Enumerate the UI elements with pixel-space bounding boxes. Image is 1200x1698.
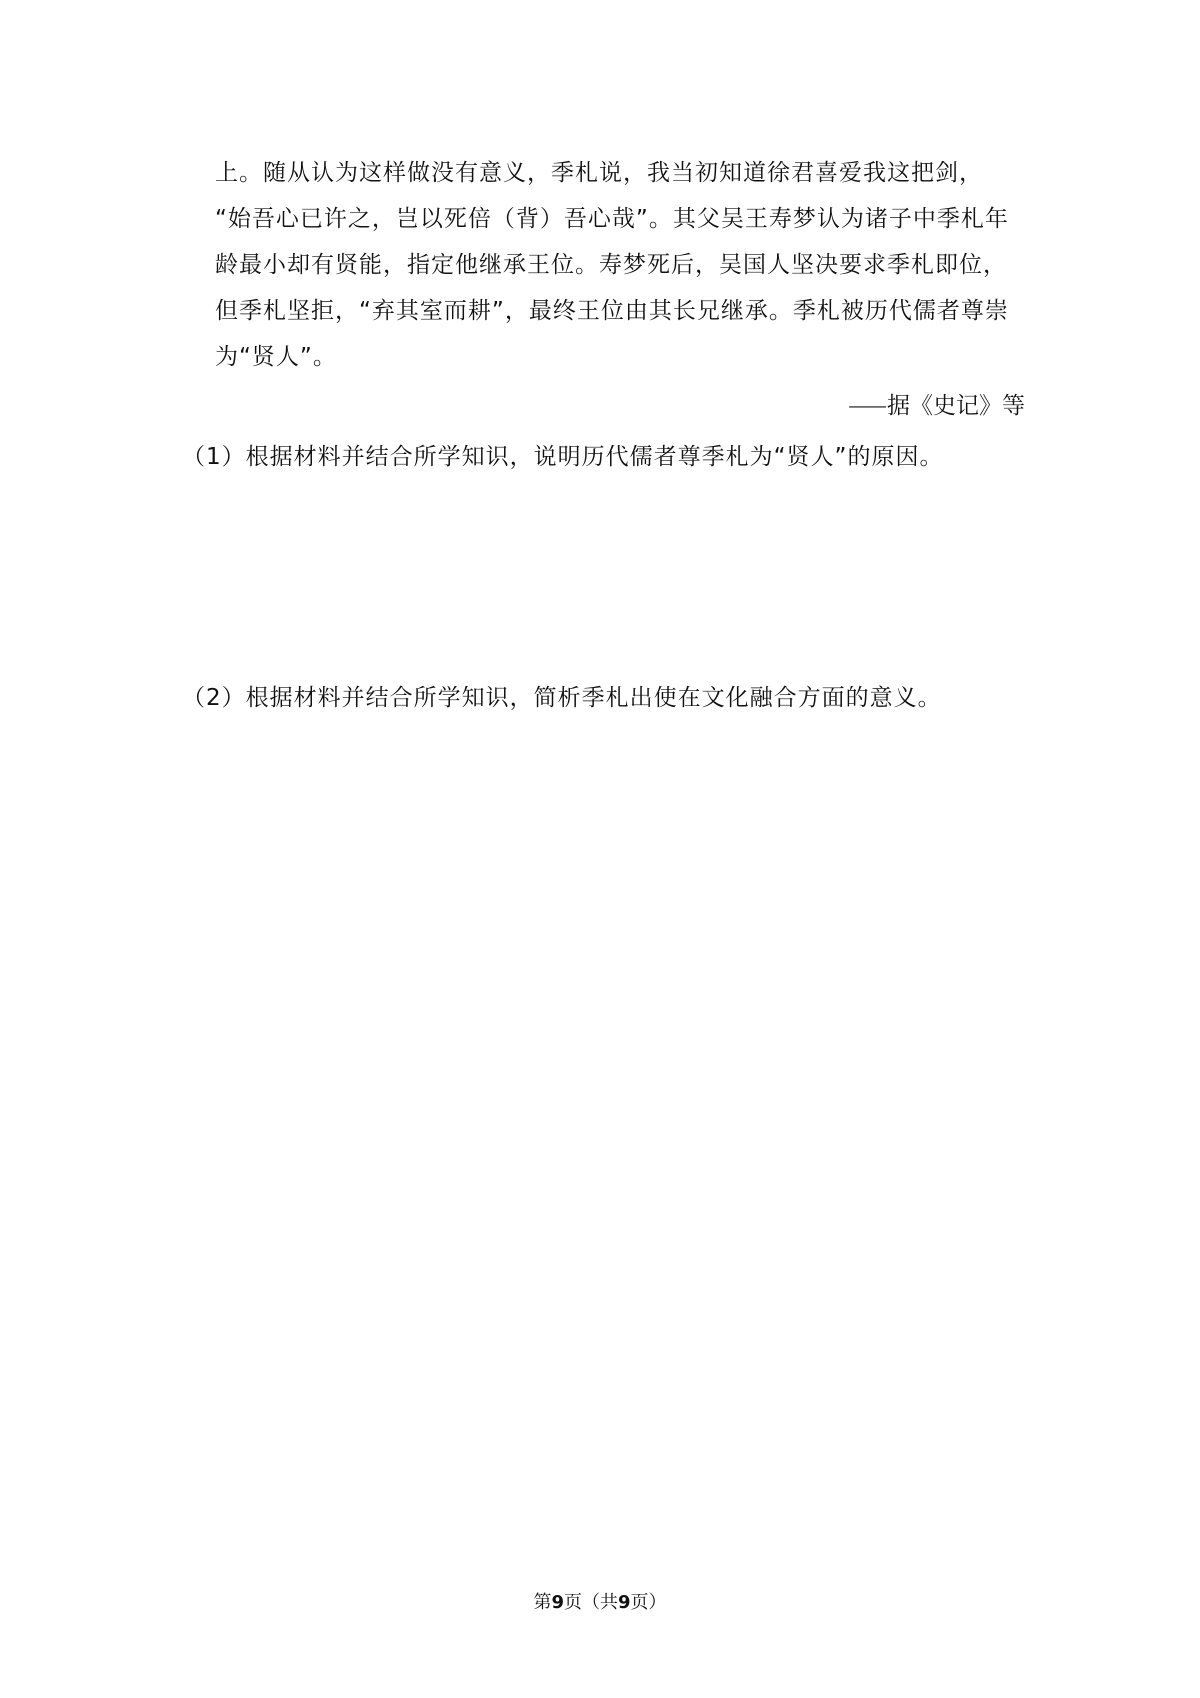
question-text: 根据材料并结合所学知识，说明历代儒者尊季札为“贤人”的原因。	[245, 444, 944, 470]
question-text: 根据材料并结合所学知识，简析季札出使在文化融合方面的意义。	[245, 685, 942, 711]
source-citation	[215, 386, 1025, 426]
question-number: （2）	[182, 685, 246, 711]
footer-suffix: 页）	[630, 1592, 667, 1613]
question-1	[182, 437, 943, 477]
dash-glyph-icon: ⸺	[848, 393, 887, 419]
page-footer	[0, 1590, 1200, 1616]
passage-line: 上。随从认为这样做没有意义，季札说，我当初知道徐君喜爱我这把剑，	[215, 160, 983, 186]
passage-line: 但季札坚拒，“弃其室而耕”，最终王位由其长兄继承。季札被历代儒者尊崇	[215, 298, 1009, 324]
footer-page-number: 9	[551, 1592, 564, 1613]
answer-space-1	[182, 480, 1022, 670]
question-2	[182, 678, 942, 718]
answer-space-2	[182, 722, 1022, 1542]
passage-line: 龄最小却有贤能，指定他继承王位。寿梦死后，吴国人坚决要求季札即位，	[215, 252, 1007, 278]
source-text: 据《史记》等	[887, 393, 1025, 419]
passage-line: 为“贤人”。	[215, 344, 337, 370]
question-number: （1）	[182, 444, 246, 470]
footer-middle: 页（共	[564, 1592, 618, 1613]
material-passage	[215, 150, 1025, 380]
footer-total-pages: 9	[618, 1592, 631, 1613]
footer-prefix: 第	[533, 1592, 552, 1613]
passage-line: “始吾心已许之，岂以死倍（背）吾心哉”。其父吴王寿梦认为诸子中季札年	[215, 206, 1009, 232]
